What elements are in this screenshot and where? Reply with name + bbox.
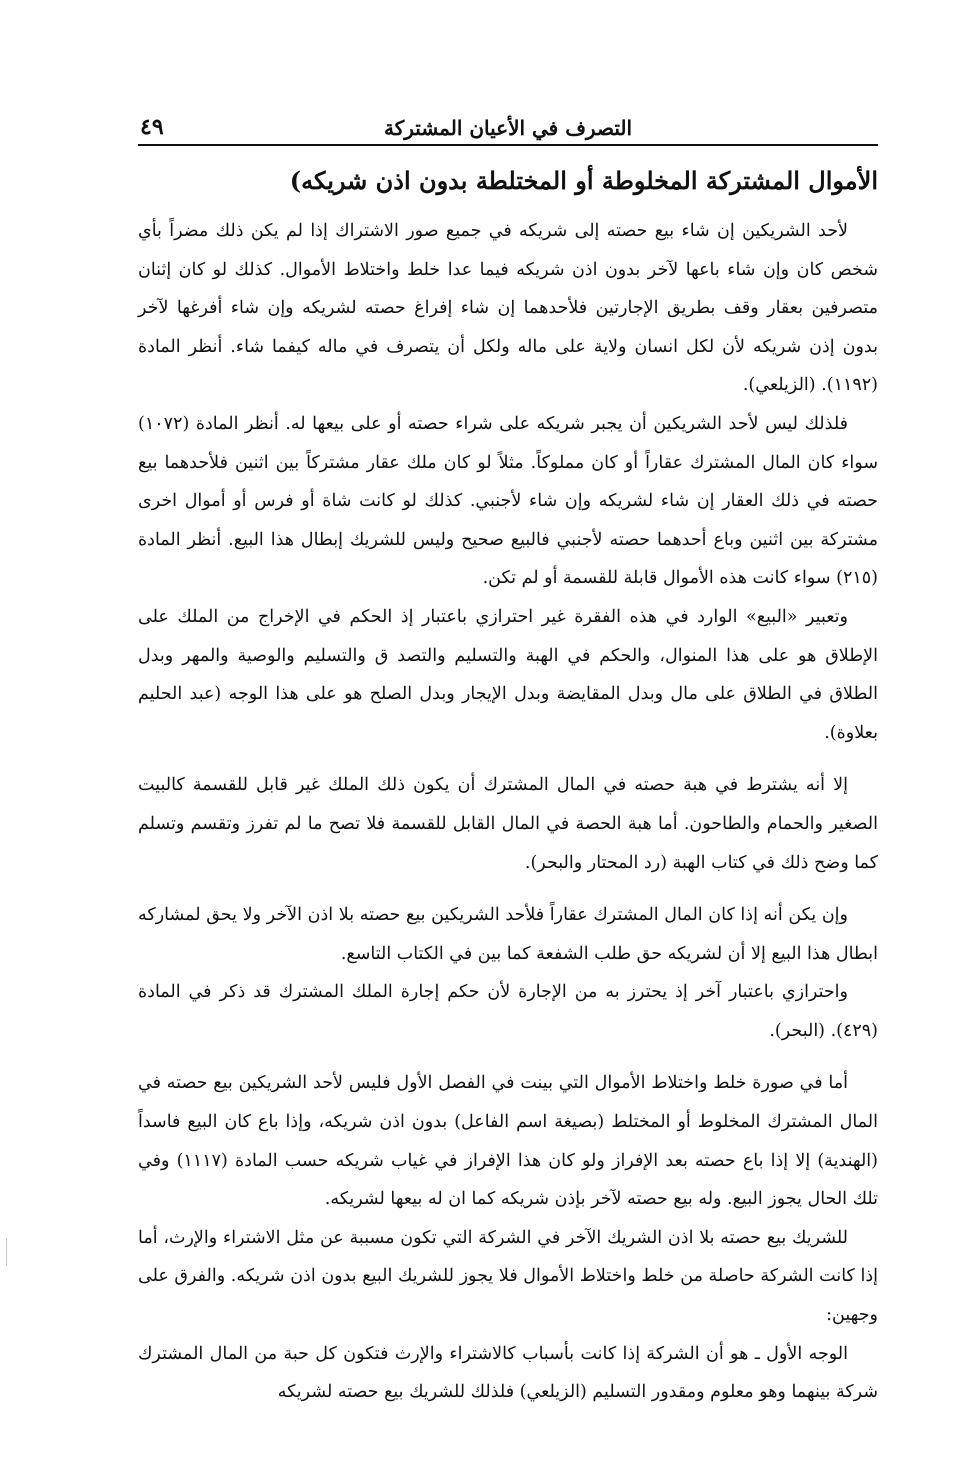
scan-edge-mark <box>6 1238 7 1266</box>
paragraph: أما في صورة خلط واختلاط الأموال التي بينت في الفصل الأول فليس لأحد الشريكين بيع حصته في المال المشترك المخلوط أو المختلط (بصيغة اسم الفاعل) بدون اذن شريكه، وإذا باع كان البيع فاسداً (الهندية) إلا إذا باع حصته بعد الإفراز ولو كان هذا الإفراز في غياب شريكه حسب المادة (١١١٧) وفي تلك الحال يجوز البيع. وله بيع حصته لآخر بإذن شريكه كما ان له بيعها لشريكه. <box>138 1073 878 1210</box>
page-number: ٤٩ <box>140 114 164 140</box>
book-page <box>138 112 878 1412</box>
paragraph: لأحد الشريكين إن شاء بيع حصته إلى شريكه في جميع صور الاشتراك إذا لم يكن ذلك مضراً بأي شخص كان وإن شاء باعها لآخر بدون اذن شريكه فيما عدا خلط واختلاط الأموال. كذلك لو كان إثنان متصرفين بعقار وقف بطريق الإجارتين فلأحدهما إن شاء إفراغ حصته لشريكه وإن شاء أفرغها لآخر بدون إذن شريكه لأن لكل انسان ولاية على ماله ولكل أن يتصرف في ماله كيفما شاء. أنظر المادة (١١٩٢). (الزيلعي). <box>138 221 878 396</box>
section-heading: الأموال المشتركة المخلوطة أو المختلطة بدون اذن شريكه) <box>289 166 878 195</box>
paragraph: إلا أنه يشترط في هبة حصته في المال المشترك أن يكون ذلك الملك غير قابل للقسمة كالبيت الصغير والحمام والطاحون. أما هبة الحصة في المال القابل للقسمة فلا تصح ما لم تفرز وتقسم وتسلم كما وضح ذلك في كتاب الهبة (رد المحتار والبحر). <box>138 775 878 873</box>
paragraph: للشريك بيع حصته بلا اذن الشريك الآخر في الشركة التي تكون مسببة عن مثل الاشتراء والإرث، أما إذا كانت الشركة حاصلة من خلط واختلاط الأموال فلا يجوز للشريك البيع بدون اذن شريكه. والفرق على وجهين: <box>138 1227 878 1326</box>
paragraph: الوجه الأول ـ هو أن الشركة إذا كانت بأسباب كالاشتراء والإرث فتكون كل حبة من المال المشترك شركة بينهما وهو معلوم ومقدور التسليم (الزيلعي) فلذلك للشريك بيع حصته لشريكه <box>138 1343 878 1403</box>
paragraph: واحترازي باعتبار آخر إذ يحترز به من الإجارة لأن حكم إجارة الملك المشترك قد ذكر في المادة (٤٢٩). (البحر). <box>138 982 878 1041</box>
running-header <box>138 112 878 146</box>
running-title: التصرف في الأعيان المشتركة <box>384 116 632 140</box>
paragraph: وتعبير «البيع» الوارد في هذه الفقرة غير احترازي باعتبار إذ الحكم في الإخراج من الملك على الإطلاق هو على هذا المنوال، والحكم في الهبة والتسليم والتصد ق والتسليم والوصية والمهر وبدل الطلاق في الطلاق على مال وبدل المقايضة وبدل الإيجار وبدل الصلح هو على هذا الوجه (عبد الحليم بعلاوة). <box>138 606 878 743</box>
paragraph: وإن يكن أنه إذا كان المال المشترك عقاراً فلأحد الشريكين بيع حصته بلا اذن الآخر ولا يحق لمشاركه ابطال هذا البيع إلا أن لشريكه حق طلب الشفعة كما بين في الكتاب التاسع. <box>138 905 878 964</box>
paragraph: فلذلك ليس لأحد الشريكين أن يجبر شريكه على شراء حصته أو على بيعها له. أنظر المادة (١٠٧٢) سواء كان المال المشترك عقاراً أو كان مملوكاً. مثلاً لو كان ملك عقار مشتركاً بين اثنين فلأحدهما بيع حصته في ذلك العقار إن شاء لشريكه وإن شاء لأجنبي. كذلك لو كانت شاة أو فرس أو أموال اخرى مشتركة بين اثنين وباع أحدهما حصته لأجنبي فالبيع صحيح وليس للشريك إبطال هذا البيع. أنظر المادة (٢١٥) سواء كانت هذه الأموال قابلة للقسمة أو لم تكن. <box>138 413 878 589</box>
